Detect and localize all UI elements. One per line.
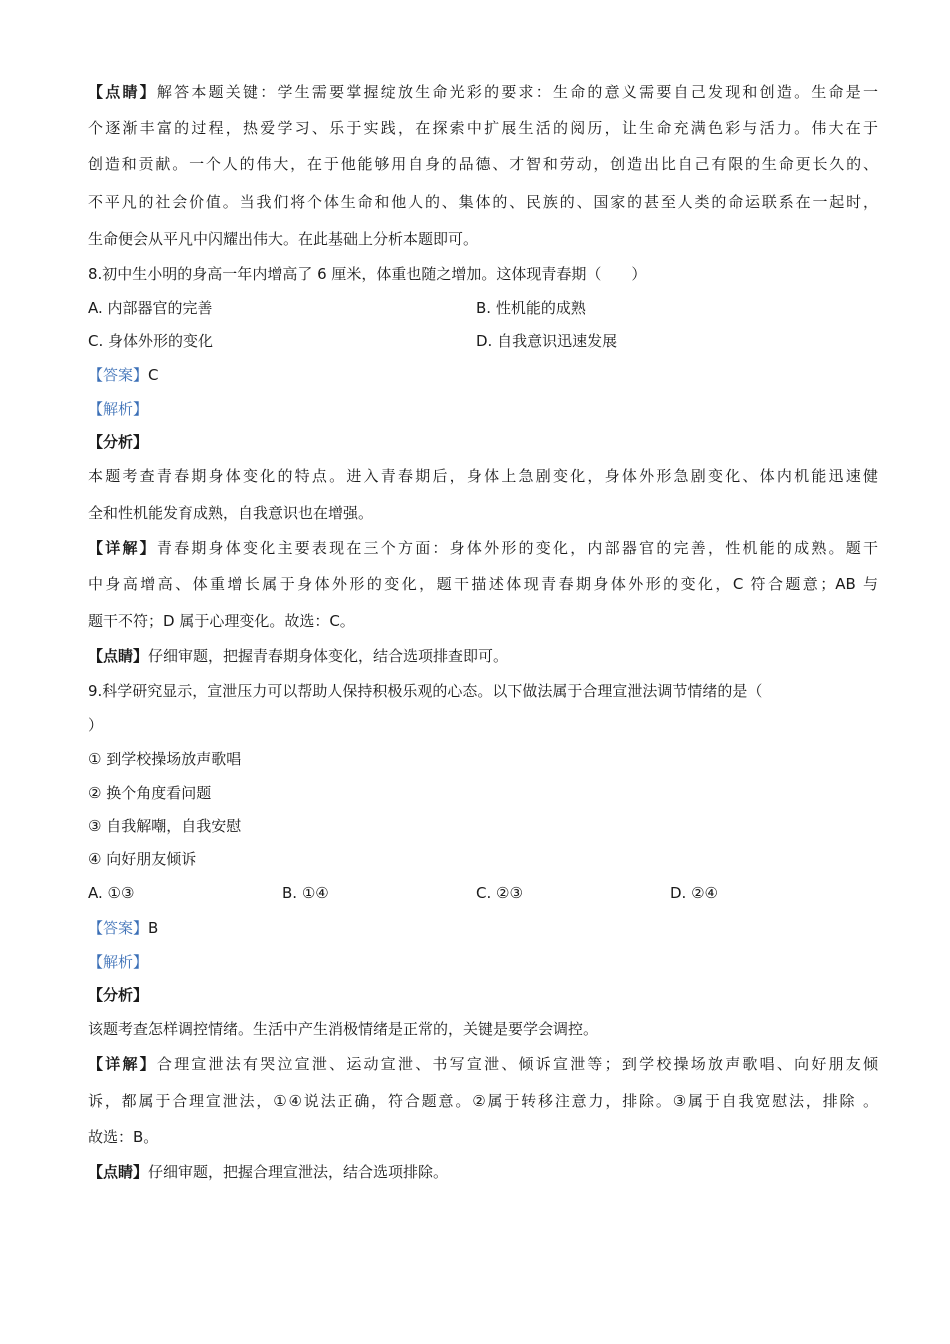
q9-xiangjie-line-3: 故选：B。 — [88, 1128, 159, 1146]
q7-dianjing-line-3: 创造和贡献。一个人的伟大，在于他能够用自身的品德、才智和劳动，创造出比自己有限的生命更长久的、 — [88, 155, 878, 173]
q9-xiangjie-line-1: 【详解】合理宣泄法有哭泣宣泄、运动宣泄、书写宣泄、倾诉宣泄等；到学校操场放声歌唱、向好朋友倾 — [88, 1055, 878, 1073]
q7-dianjing-tag: 【点睛】 — [88, 83, 157, 101]
q8-xiangjie-line-2: 中身高增高、体重增长属于身体外形的变化，题干描述体现青春期身体外形的变化，C 符合题意；AB 与 — [88, 575, 878, 593]
q9-fenxi: 该题考查怎样调控情绪。生活中产生消极情绪是正常的，关键是要学会调控。 — [88, 1020, 599, 1038]
q9-option-a: A. ①③ — [88, 884, 135, 902]
q9-fenxi-tag: 【分析】 — [88, 986, 149, 1004]
q9-option-c: C. ②③ — [476, 884, 523, 902]
q9-item-1: ① 到学校操场放声歌唱 — [88, 750, 242, 768]
q8-answer-tag: 【答案】 — [88, 366, 149, 384]
q8-dianjing-tag: 【点睛】 — [88, 647, 149, 665]
q9-option-b: B. ①④ — [282, 884, 329, 902]
q9-answer-tag: 【答案】 — [88, 919, 149, 937]
q8-answer-value: C — [148, 366, 159, 384]
q8-option-d: D. 自我意识迅速发展 — [476, 332, 618, 350]
q7-dianjing-line-1: 【点睛】解答本题关键：学生需要掌握绽放生命光彩的要求：生命的意义需要自己发现和创造。生命是一 — [88, 83, 878, 101]
q9-answer — [88, 918, 878, 938]
q8-xiangjie-line-3: 题干不符；D 属于心理变化。故选：C。 — [88, 612, 355, 630]
q8-xiangjie-line-1: 【详解】青春期身体变化主要表现在三个方面：身体外形的变化，内部器官的完善，性机能的成熟。题干 — [88, 539, 878, 557]
q7-dianjing-line-2: 个逐渐丰富的过程，热爱学习、乐于实践，在探索中扩展生活的阅历，让生命充满色彩与活力。伟大在于 — [88, 119, 878, 137]
q8-fenxi-line-1: 本题考查青春期身体变化的特点。进入青春期后，身体上急剧变化，身体外形急剧变化、体内机能迅速健 — [88, 467, 878, 485]
q8-option-a: A. 内部器官的完善 — [88, 299, 213, 317]
q9-answer-value: B — [148, 919, 159, 937]
q9-item-2: ② 换个角度看问题 — [88, 784, 212, 802]
q8-jiexi-tag: 【解析】 — [88, 400, 149, 418]
q8-fenxi-tag: 【分析】 — [88, 433, 149, 451]
q8-dianjing: 【点睛】仔细审题，把握青春期身体变化，结合选项排查即可。 — [88, 647, 509, 665]
q7-dianjing-line-4: 不平凡的社会价值。当我们将个体生命和他人的、集体的、民族的、国家的甚至人类的命运联系在一起时， — [88, 193, 878, 211]
q9-xiangjie-line-2: 诉，都属于合理宣泄法，①④说法正确，符合题意。②属于转移注意力，排除。③属于自我宽慰法，排除 。 — [88, 1092, 878, 1110]
q9-item-3: ③ 自我解嘲，自我安慰 — [88, 817, 242, 835]
q9-stem-line-1: 9.科学研究显示，宣泄压力可以帮助人保持积极乐观的心态。以下做法属于合理宣泄法调节情绪的是（ — [88, 682, 763, 700]
q9-jiexi-tag: 【解析】 — [88, 953, 149, 971]
q9-option-d: D. ②④ — [670, 884, 718, 902]
q8-stem: 8.初中生小明的身高一年内增高了 6 厘米，体重也随之增加。这体现青春期（ ） — [88, 265, 647, 283]
q9-xiangjie-tag: 【详解】 — [88, 1055, 157, 1073]
q8-option-c: C. 身体外形的变化 — [88, 332, 214, 350]
q8-xiangjie-tag: 【详解】 — [88, 539, 157, 557]
q9-dianjing: 【点睛】仔细审题，把握合理宣泄法，结合选项排除。 — [88, 1163, 449, 1181]
q7-dianjing-line-5: 生命便会从平凡中闪耀出伟大。在此基础上分析本题即可。 — [88, 230, 479, 248]
q9-stem-line-2: ） — [88, 716, 104, 734]
q8-option-b: B. 性机能的成熟 — [476, 299, 586, 317]
q9-dianjing-tag: 【点睛】 — [88, 1163, 149, 1181]
q8-fenxi-line-2: 全和性机能发育成熟，自我意识也在增强。 — [88, 504, 374, 522]
q9-item-4: ④ 向好朋友倾诉 — [88, 850, 197, 868]
q8-answer — [88, 365, 878, 385]
